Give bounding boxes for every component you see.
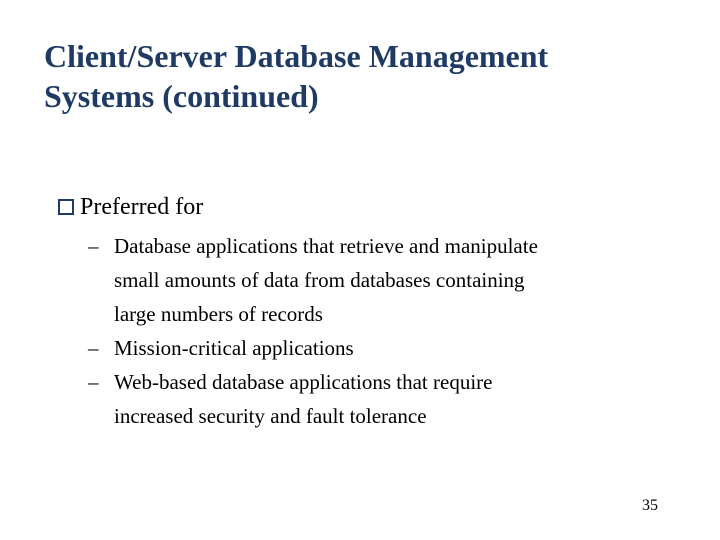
slide-title-line: Client/Server Database Management xyxy=(44,38,549,74)
dash-bullet: – xyxy=(88,234,99,258)
sub-bullet-line: Mission-critical applications xyxy=(114,336,354,360)
page-number: 35 xyxy=(642,497,658,514)
sub-bullet-line: Web-based database applications that require xyxy=(114,370,493,394)
sub-bullet-line: small amounts of data from databases containing xyxy=(114,268,525,292)
slide-title xyxy=(44,36,684,116)
checkbox-icon xyxy=(58,199,74,215)
sub-bullet-item xyxy=(88,365,668,433)
sub-bullet-text xyxy=(114,229,538,331)
sub-bullet-list xyxy=(88,229,668,433)
bullet-text: Preferred for xyxy=(80,194,204,220)
sub-bullet-item xyxy=(88,229,668,331)
slide-title-line: Systems (continued) xyxy=(44,78,319,114)
sub-bullet-text xyxy=(114,365,492,433)
sub-bullet-line: large numbers of records xyxy=(114,302,323,326)
dash-bullet: – xyxy=(88,336,99,360)
sub-bullet-line: increased security and fault tolerance xyxy=(114,404,427,428)
dash-bullet: – xyxy=(88,370,99,394)
sub-bullet-line: Database applications that retrieve and manipulate xyxy=(114,234,538,258)
sub-bullet-item xyxy=(88,331,668,365)
bullet-preferred-for xyxy=(58,190,203,224)
sub-bullet-text xyxy=(114,331,354,365)
